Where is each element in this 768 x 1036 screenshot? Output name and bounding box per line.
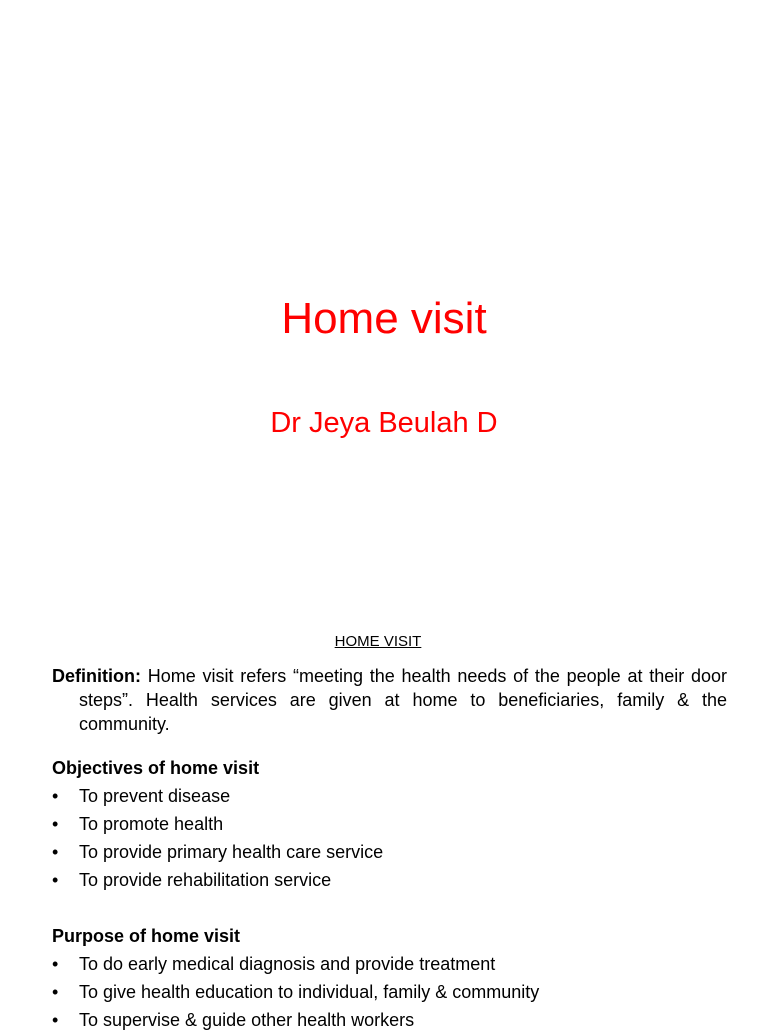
bullet-icon: • <box>52 786 59 806</box>
list-item-text: To prevent disease <box>79 786 231 806</box>
list-item <box>52 840 742 868</box>
list-item <box>52 784 742 812</box>
objectives-list <box>52 784 742 896</box>
list-item-text: To give health education to individual, family & community <box>79 982 540 1002</box>
bullet-icon: • <box>52 1010 59 1030</box>
list-item <box>52 1008 742 1036</box>
list-item-text: To provide primary health care service <box>79 842 384 862</box>
objectives-heading: Objectives of home visit <box>52 758 260 778</box>
list-item <box>52 980 742 1008</box>
bullet-icon: • <box>52 870 59 890</box>
definition-paragraph <box>52 664 727 736</box>
bullet-icon: • <box>52 954 59 974</box>
bullet-icon: • <box>52 814 59 834</box>
list-item-text: To promote health <box>79 814 224 834</box>
list-item <box>52 952 742 980</box>
slide-subtitle: Dr Jeya Beulah D <box>270 407 498 439</box>
list-item-text: To provide rehabilitation service <box>79 870 332 890</box>
slide-title: Home visit <box>281 294 487 343</box>
definition-text: Home visit refers “meeting the health needs of the people at their door steps”. Health services are given at home to beneficiaries, family & the community. <box>79 666 727 734</box>
document-heading: HOME VISIT <box>334 633 422 650</box>
list-item <box>52 868 742 896</box>
list-item-text: To supervise & guide other health workers <box>79 1010 415 1030</box>
definition-label: Definition: <box>52 666 141 686</box>
purpose-list <box>52 952 742 1036</box>
list-item-text: To do early medical diagnosis and provide treatment <box>79 954 496 974</box>
list-item <box>52 812 742 840</box>
bullet-icon: • <box>52 982 59 1002</box>
bullet-icon: • <box>52 842 59 862</box>
purpose-heading: Purpose of home visit <box>52 926 241 946</box>
